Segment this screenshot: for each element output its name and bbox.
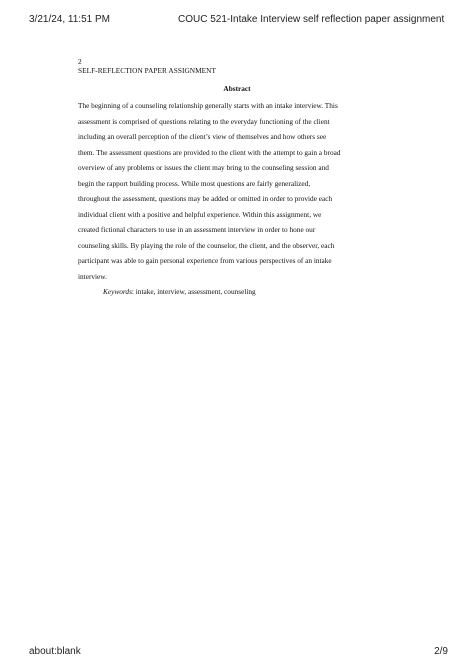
- document-page: [78, 57, 396, 300]
- abstract-body: [78, 98, 396, 300]
- abstract-line: them. The assessment questions are provided to the client with the attempt to gain a broad: [78, 147, 341, 157]
- print-url: about:blank: [29, 646, 81, 657]
- abstract-heading: Abstract: [223, 84, 251, 93]
- abstract-line: created fictional characters to use in an assessment interview in order to hone our: [78, 225, 316, 234]
- print-document-title: COUC 521-Intake Interview self reflection paper assignment: [178, 14, 445, 25]
- abstract-line: interview.: [78, 271, 107, 281]
- abstract-line: assessment is comprised of questions relating to the everyday functioning of the client: [78, 116, 330, 126]
- keywords-line: [78, 284, 396, 300]
- print-datetime: 3/21/24, 11:51 PM: [29, 14, 110, 25]
- abstract-line: individual client with a positive and helpful experience. Within this assignment, we: [78, 209, 322, 219]
- abstract-line: begin the rapport building process. While most questions are fairly generalized,: [78, 178, 311, 188]
- abstract-line: including an overall perception of the client’s view of themselves and how others see: [78, 132, 327, 141]
- abstract-line: overview of any problems or issues the client may bring to the counseling session and: [78, 163, 329, 172]
- print-header: [0, 14, 474, 28]
- keywords-text: : intake, interview, assessment, counseling: [131, 287, 256, 296]
- abstract-line: counseling skills. By playing the role of the counselor, the client, and the observer, each: [78, 240, 335, 250]
- running-head: SELF-REFLECTION PAPER ASSIGNMENT: [78, 66, 216, 75]
- abstract-line: The beginning of a counseling relationship generally starts with an intake interview. This: [78, 101, 338, 110]
- page-number: 2: [78, 57, 82, 66]
- print-footer: [0, 646, 474, 660]
- abstract-line: throughout the assessment, questions may be added or omitted in order to provide each: [78, 194, 333, 203]
- abstract-line: participant was able to gain personal experience from various perspectives of an intake: [78, 256, 332, 265]
- print-page-indicator: 2/9: [434, 646, 448, 657]
- keywords-label: Keywords: [103, 287, 132, 296]
